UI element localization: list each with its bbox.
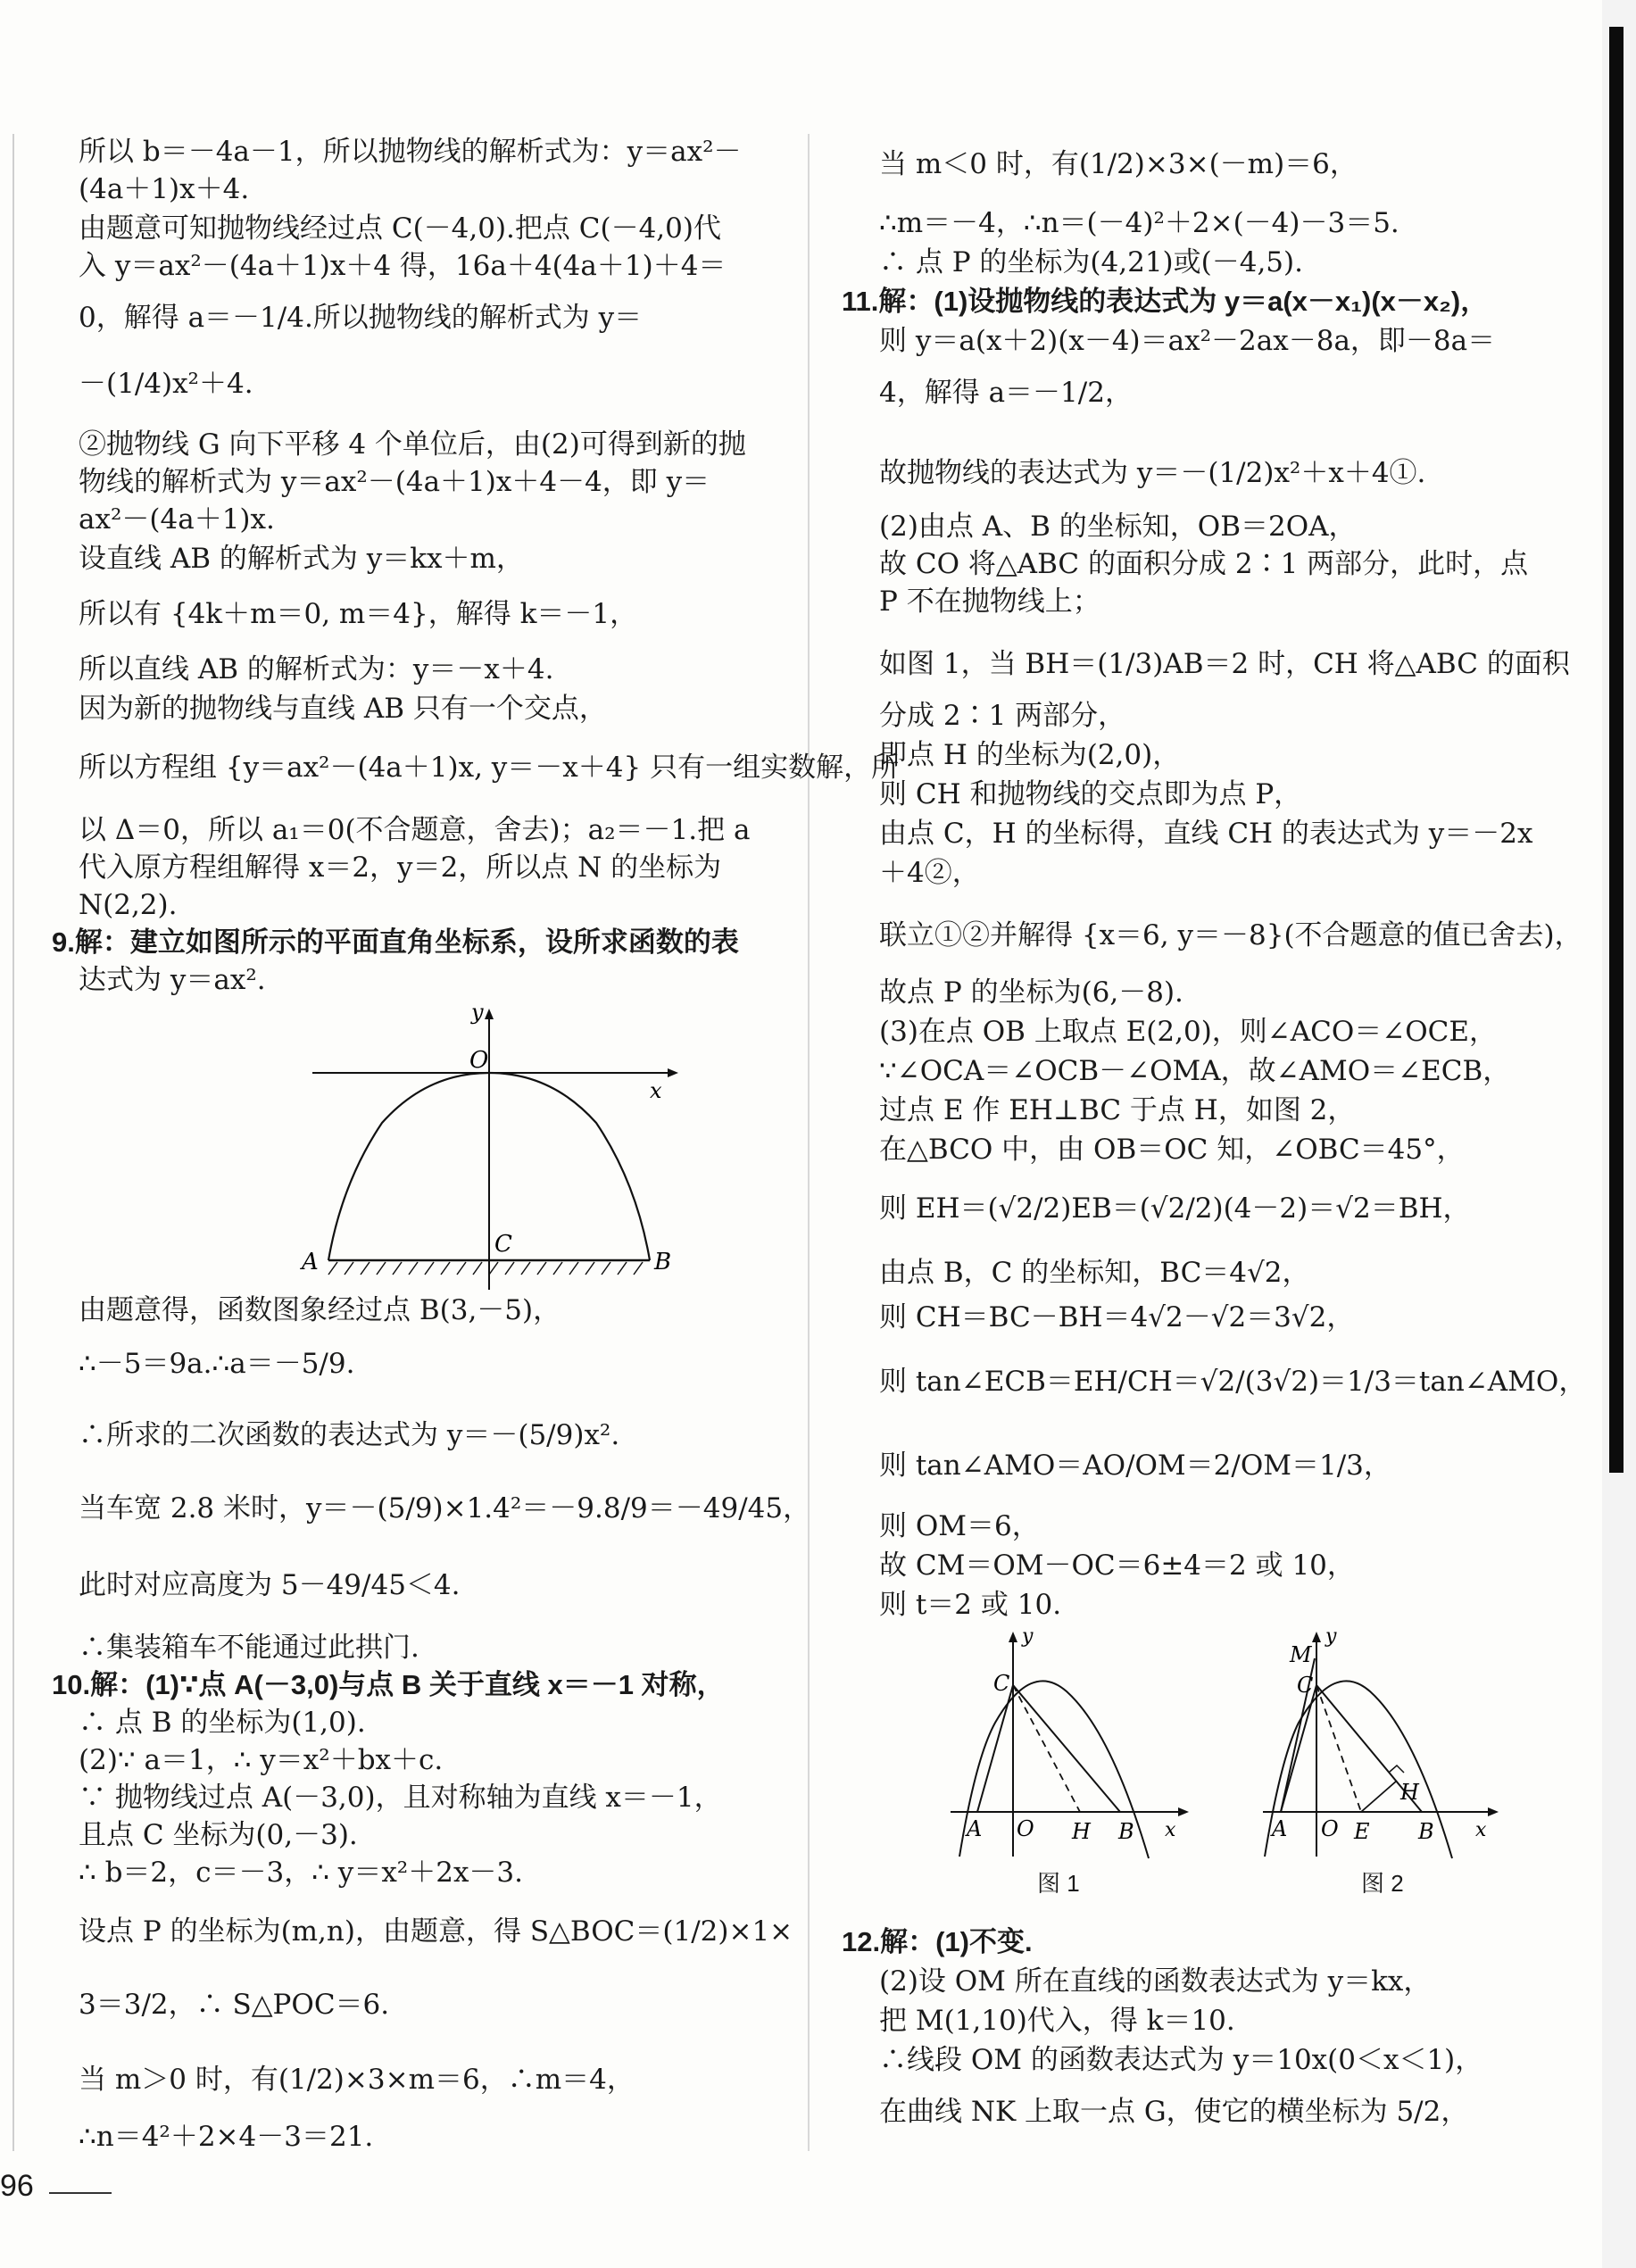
label-b: B bbox=[654, 1249, 672, 1275]
segment-ch-dashed bbox=[1013, 1685, 1080, 1812]
text-line: 在曲线 NK 上取一点 G，使它的横坐标为 5/2， bbox=[879, 2096, 1469, 2128]
text-line: ∴n＝4²＋2×4－3＝21. bbox=[79, 2121, 374, 2153]
binding-bar bbox=[1609, 27, 1624, 1473]
text-line: ∴ b＝2，c＝－3，∴ y＝x²＋2x－3. bbox=[79, 1857, 524, 1889]
text-line: 则 CH 和抛物线的交点即为点 P， bbox=[879, 778, 1302, 810]
text-line: ∴所求的二次函数的表达式为 y＝－(5/9)x². bbox=[79, 1419, 620, 1451]
label-m: M bbox=[1290, 1642, 1312, 1667]
text-line: P 不在抛物线上； bbox=[879, 586, 1100, 618]
text-line: 设直线 AB 的解析式为 y＝kx＋m， bbox=[79, 543, 524, 575]
text-line: 故点 P 的坐标为(6,－8). bbox=[879, 976, 1183, 1009]
text-line: 设点 P 的坐标为(m,n)，由题意，得 S△BOC＝(1/2)×1× bbox=[79, 1915, 793, 1948]
text-line: 则 tan∠AMO＝AO/OM＝2/OM＝1/3， bbox=[879, 1450, 1391, 1482]
column-divider bbox=[808, 134, 810, 2151]
text-line: 则 CH＝BC－BH＝4√2－√2＝3√2， bbox=[879, 1301, 1355, 1333]
text-line: 即点 H 的坐标为(2,0)， bbox=[879, 739, 1181, 771]
label-y: y bbox=[1022, 1625, 1034, 1648]
label-h: H bbox=[1400, 1780, 1419, 1805]
text-line: 过点 E 作 EH⊥BC 于点 H，如图 2， bbox=[879, 1094, 1356, 1126]
text-line: ∴－5＝9a.∴a＝－5/9. bbox=[79, 1348, 355, 1380]
text-line: ∵∠OCA＝∠OCB－∠OMA，故∠AMO＝∠ECB， bbox=[879, 1055, 1511, 1087]
text-line: ∴线段 OM 的函数表达式为 y＝10x(0＜x＜1)， bbox=[879, 2044, 1483, 2076]
x-axis-arrow bbox=[1488, 1807, 1499, 1816]
text-line: 且点 C 坐标为(0,－3). bbox=[79, 1819, 358, 1851]
text-line: (3)在点 OB 上取点 E(2,0)，则∠ACO＝∠OCE， bbox=[879, 1016, 1498, 1048]
text-line: 则 t＝2 或 10. bbox=[879, 1589, 1062, 1621]
text-line: 入 y＝ax²－(4a＋1)x＋4 得，16a＋4(4a＋1)＋4＝ bbox=[79, 250, 727, 282]
text-line: 因为新的抛物线与直线 AB 只有一个交点， bbox=[79, 693, 607, 725]
label-x: x bbox=[650, 1078, 662, 1103]
figure-2-caption: 图 2 bbox=[1361, 1870, 1404, 1897]
problem-12-heading: 12.解：(1)不变. bbox=[842, 1926, 1033, 1957]
page-number-rule bbox=[49, 2192, 112, 2194]
figure-1-caption: 图 1 bbox=[1037, 1870, 1080, 1897]
text-line: ②抛物线 G 向下平移 4 个单位后，由(2)可得到新的抛 bbox=[79, 428, 746, 461]
segment-eh bbox=[1361, 1781, 1397, 1812]
text-line: (2)由点 A、B 的坐标知，OB＝2OA， bbox=[879, 511, 1357, 543]
right-angle-mark bbox=[1390, 1765, 1404, 1773]
text-line: 此时对应高度为 5－49/45＜4. bbox=[79, 1569, 461, 1601]
label-a: A bbox=[967, 1816, 983, 1841]
text-line: 当 m＞0 时，有(1/2)×3×m＝6，∴m＝4， bbox=[79, 2064, 635, 2096]
text-line: N(2,2). bbox=[79, 889, 178, 921]
text-line: 由题意得，函数图象经过点 B(3,－5)， bbox=[79, 1294, 561, 1326]
text-line: 当车宽 2.8 米时，y＝－(5/9)×1.4²＝－9.8/9＝－49/45， bbox=[79, 1492, 811, 1524]
figure-2 bbox=[1254, 1624, 1513, 1865]
text-line: 由题意可知抛物线经过点 C(－4,0).把点 C(－4,0)代 bbox=[79, 212, 721, 245]
text-line: ∴ 点 B 的坐标为(1,0). bbox=[79, 1707, 366, 1739]
label-y: y bbox=[1325, 1625, 1337, 1648]
y-axis-arrow bbox=[1312, 1632, 1321, 1642]
text-line: (2)∵ a＝1，∴ y＝x²＋bx＋c. bbox=[79, 1744, 444, 1776]
text-line: ∴集装箱车不能通过此拱门. bbox=[79, 1632, 419, 1664]
text-line: 达式为 y＝ax². bbox=[79, 964, 266, 996]
text-line: 3＝3/2，∴ S△POC＝6. bbox=[79, 1989, 390, 2021]
x-axis-arrow bbox=[1178, 1807, 1189, 1816]
label-o: O bbox=[1017, 1816, 1034, 1841]
text-line: (2)设 OM 所在直线的函数表达式为 y＝kx， bbox=[879, 1965, 1432, 1998]
segment-ce-dashed bbox=[1316, 1685, 1361, 1812]
text-line: 由点 C，H 的坐标得，直线 CH 的表达式为 y＝－2x bbox=[879, 818, 1533, 850]
label-x: x bbox=[1475, 1819, 1487, 1841]
segment-ac bbox=[977, 1685, 1013, 1812]
figure-1 bbox=[942, 1624, 1200, 1865]
label-c: C bbox=[1297, 1673, 1314, 1698]
text-line: 则 OM＝6， bbox=[879, 1510, 1040, 1542]
text-line: 在△BCO 中，由 OB＝OC 知，∠OBC＝45°， bbox=[879, 1134, 1465, 1166]
problem-11-heading: 11.解：(1)设抛物线的表达式为 y＝a(x－x₁)(x－x₂)， bbox=[842, 286, 1489, 317]
text-line: ∵ 抛物线过点 A(－3,0)，且对称轴为直线 x＝－1， bbox=[79, 1782, 722, 1814]
arch-figure bbox=[293, 991, 703, 1312]
text-line: 0，解得 a＝－1/4.所以抛物线的解析式为 y＝ bbox=[79, 302, 643, 334]
text-line: ∴m＝－4，∴n＝(－4)²＋2×(－4)－3＝5. bbox=[879, 207, 1399, 239]
label-b: B bbox=[1418, 1819, 1434, 1844]
y-axis-arrow bbox=[1009, 1632, 1017, 1642]
x-axis-arrow bbox=[668, 1068, 678, 1077]
text-line: 所以 b＝－4a－1，所以抛物线的解析式为：y＝ax²－ bbox=[79, 136, 742, 168]
text-line: 由点 B，C 的坐标知，BC＝4√2， bbox=[879, 1257, 1310, 1289]
text-line: ax²－(4a＋1)x. bbox=[79, 503, 275, 536]
left-margin-rule bbox=[12, 134, 14, 2151]
text-line: ∴ 点 P 的坐标为(4,21)或(－4,5). bbox=[879, 246, 1303, 278]
text-line: －(1/4)x²＋4. bbox=[79, 368, 253, 400]
problem-10-heading: 10.解：(1)∵点 A(－3,0)与点 B 关于直线 x＝－1 对称， bbox=[52, 1669, 725, 1700]
text-line: 则 tan∠ECB＝EH/CH＝√2/(3√2)＝1/3＝tan∠AMO， bbox=[879, 1366, 1587, 1398]
label-c: C bbox=[993, 1671, 1010, 1696]
label-o: O bbox=[1321, 1816, 1339, 1841]
y-axis-arrow bbox=[485, 1009, 494, 1019]
text-line: 物线的解析式为 y＝ax²－(4a＋1)x＋4－4，即 y＝ bbox=[79, 466, 710, 498]
ground-hatching bbox=[328, 1262, 643, 1275]
segment-cb bbox=[1013, 1685, 1120, 1812]
text-line: 则 EH＝(√2/2)EB＝(√2/2)(4－2)＝√2＝BH， bbox=[879, 1192, 1471, 1225]
text-line: 以 Δ＝0，所以 a₁＝0(不合题意，舍去)；a₂＝－1.把 a bbox=[79, 814, 751, 846]
problem-9-heading: 9.解：建立如图所示的平面直角坐标系，设所求函数的表 bbox=[52, 926, 739, 958]
text-line: 故 CO 将△ABC 的面积分成 2∶1 两部分，此时，点 bbox=[879, 548, 1529, 580]
text-line: 故 CM＝OM－OC＝6±4＝2 或 10， bbox=[879, 1549, 1355, 1582]
text-line: 所以直线 AB 的解析式为：y＝－x＋4. bbox=[79, 653, 554, 685]
text-line: 把 M(1,10)代入，得 k＝10. bbox=[879, 2005, 1235, 2037]
text-line: 如图 1，当 BH＝(1/3)AB＝2 时，CH 将△ABC 的面积 bbox=[879, 648, 1570, 680]
text-line: (4a＋1)x＋4. bbox=[79, 173, 250, 205]
text-line: 则 y＝a(x＋2)(x－4)＝ax²－2ax－8a，即－8a＝ bbox=[879, 325, 1496, 357]
text-line: 分成 2∶1 两部分， bbox=[879, 700, 1126, 732]
text-line: ＋4②， bbox=[879, 857, 980, 889]
label-a: A bbox=[302, 1249, 319, 1275]
label-a: A bbox=[1272, 1816, 1288, 1841]
segment-ac bbox=[1281, 1685, 1316, 1812]
label-y: y bbox=[471, 1000, 484, 1025]
page-number: 96 bbox=[0, 2169, 34, 2203]
text-line: 所以有 {4k＋m＝0, m＝4}，解得 k＝－1， bbox=[79, 598, 638, 630]
label-c: C bbox=[494, 1231, 512, 1258]
label-b: B bbox=[1118, 1819, 1134, 1844]
text-line: 故抛物线的表达式为 y＝－(1/2)x²＋x＋4①. bbox=[879, 457, 1426, 489]
text-line: 联立①②并解得 {x＝6, y＝－8}(不合题意的值已舍去)， bbox=[879, 919, 1582, 951]
text-line: 所以方程组 {y＝ax²－(4a＋1)x, y＝－x＋4} 只有一组实数解，所 bbox=[79, 752, 900, 784]
label-h: H bbox=[1072, 1819, 1091, 1844]
text-line: 4，解得 a＝－1/2， bbox=[879, 377, 1133, 409]
label-e: E bbox=[1354, 1819, 1370, 1844]
text-line: 当 m＜0 时，有(1/2)×3×(－m)＝6， bbox=[879, 148, 1358, 180]
text-line: 代入原方程组解得 x＝2，y＝2，所以点 N 的坐标为 bbox=[79, 852, 722, 884]
label-x: x bbox=[1165, 1819, 1176, 1841]
label-o: O bbox=[469, 1047, 489, 1074]
